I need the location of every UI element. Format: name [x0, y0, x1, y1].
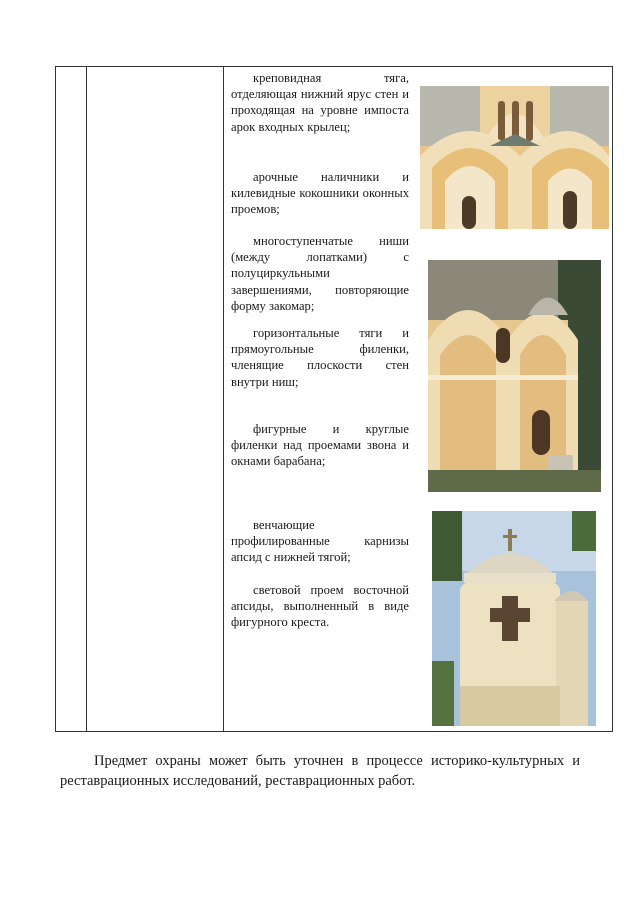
- table-bottom-border: [55, 731, 613, 732]
- table-left-border: [55, 66, 56, 732]
- church-wall-niches-photo: [428, 260, 601, 492]
- table-cell-text: многоступенчатые ниши (между лопатками) с полуциркульными завершениями, повторяющие форму закомар;: [231, 234, 409, 313]
- table-column-divider-1: [86, 66, 87, 732]
- table-right-border: [612, 66, 613, 732]
- table-cell-text: венчающие профилированные карнизы апсид с нижней тягой;: [231, 518, 409, 565]
- table-top-border: [55, 66, 613, 67]
- table-cell-text: арочные наличники и килевидные кокошники оконных проемов;: [231, 170, 409, 217]
- church-apse-cross-window-photo: [432, 511, 596, 726]
- table-column-divider-2: [223, 66, 224, 732]
- table-cell-text: креповидная тяга, отделяющая нижний ярус стен и проходящая на уровне импоста арок входных крылец;: [231, 71, 409, 134]
- table-cell-text: световой проем восточной апсиды, выполненный в виде фигурного креста.: [231, 583, 409, 630]
- table-cell-text: горизонтальные тяги и прямоугольные филенки, членящие плоскости стен внутри ниш;: [231, 326, 409, 389]
- table-cell-text: фигурные и круглые филенки над проемами звона и окнами барабана;: [231, 422, 409, 469]
- church-facade-arches-photo: [420, 86, 609, 229]
- footnote-text: Предмет охраны может быть уточнен в процессе историко-культурных и реставрационных исследований, реставрационных работ.: [60, 753, 580, 789]
